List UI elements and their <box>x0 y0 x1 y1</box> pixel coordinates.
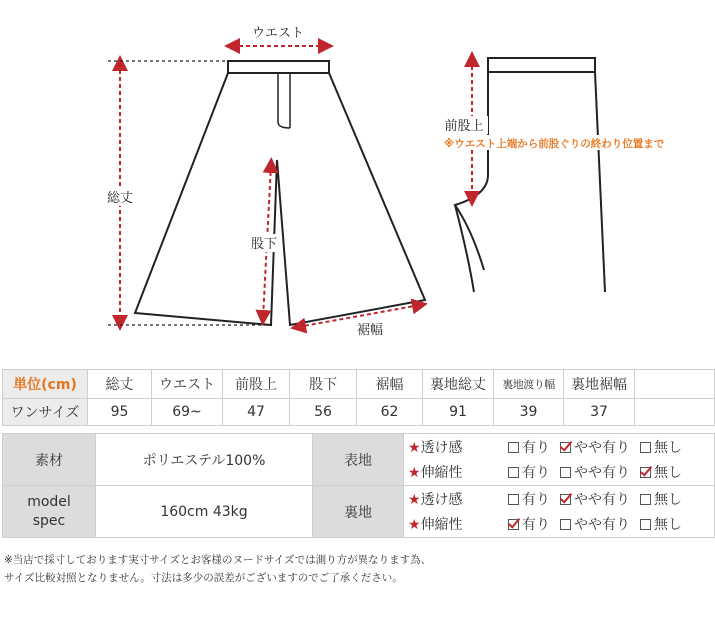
checkbox-checked-icon <box>560 442 571 453</box>
opt-label: 無し <box>654 517 682 533</box>
opt-label: やや有り <box>574 517 630 533</box>
header-empty <box>635 370 715 399</box>
fabric-value: ポリエステル100% <box>96 434 313 486</box>
star-icon: ★ <box>408 440 421 456</box>
lining-sheer-row <box>404 487 714 512</box>
header-inseam: 股下 <box>290 370 357 399</box>
front-view-outline <box>135 61 425 325</box>
checkbox-icon <box>508 467 519 478</box>
value-inseam: 56 <box>290 399 357 426</box>
note-line-2: サイズ比較対照となりません。寸法は多少の誤差がございますのでご了承ください。 <box>4 572 403 584</box>
lining-stretch-opt-yes <box>508 514 550 534</box>
model-row <box>3 486 715 538</box>
header-lining-thigh: 裏地渡り幅 <box>494 370 564 399</box>
lining-stretch-opt-no <box>640 514 682 534</box>
star-icon: ★ <box>408 492 421 508</box>
star-icon: ★ <box>408 465 421 481</box>
value-hem-width: 62 <box>357 399 423 426</box>
fabric-label: 素材 <box>3 434 96 486</box>
model-value: 160cm 43kg <box>96 486 313 538</box>
checkbox-icon <box>640 519 651 530</box>
checkbox-checked-icon <box>560 494 571 505</box>
value-lining-length: 91 <box>423 399 494 426</box>
outer-sheer-opt-some <box>560 437 630 457</box>
value-lining-hem: 37 <box>564 399 635 426</box>
value-waist: 69~ <box>152 399 223 426</box>
attr-name-text: 伸縮性 <box>420 517 463 533</box>
checkbox-icon <box>640 494 651 505</box>
checkbox-icon <box>560 519 571 530</box>
checkbox-checked-icon <box>508 519 519 530</box>
material-table <box>2 433 715 538</box>
checkbox-icon <box>560 467 571 478</box>
checkbox-icon <box>640 442 651 453</box>
unit-label: 単位(cm) <box>3 370 88 399</box>
header-front-rise: 前股上 <box>223 370 290 399</box>
outer-sheer-row <box>404 435 714 460</box>
attr-name-text: 透け感 <box>420 440 463 456</box>
opt-label: やや有り <box>574 492 630 508</box>
opt-label: 無し <box>654 492 682 508</box>
outer-stretch-opt-no <box>640 462 682 482</box>
lining-stretch-label <box>404 514 508 534</box>
header-lining-length: 裏地総丈 <box>423 370 494 399</box>
side-view-outline <box>455 58 605 292</box>
attr-name-text: 伸縮性 <box>420 465 463 481</box>
rise-note: ※ウエスト上端から前股ぐりの終わり位置まで <box>444 138 665 150</box>
value-lining-thigh: 39 <box>494 399 564 426</box>
opt-label: やや有り <box>574 465 630 481</box>
lining-stretch-opt-some <box>560 514 630 534</box>
value-total-length: 95 <box>88 399 152 426</box>
front-rise-label: 前股上 <box>444 119 484 134</box>
outer-stretch-row <box>404 460 714 485</box>
value-empty <box>635 399 715 426</box>
size-header-row <box>3 370 715 399</box>
model-label-line2: spec <box>32 512 66 529</box>
checkbox-checked-icon <box>640 467 651 478</box>
header-lining-hem: 裏地裾幅 <box>564 370 635 399</box>
lining-sheer-opt-some <box>560 489 630 509</box>
outer-stretch-opt-some <box>560 462 630 482</box>
lining-sheer-label <box>404 489 508 509</box>
checkbox-icon <box>508 442 519 453</box>
opt-label: 有り <box>522 517 550 533</box>
fabric-row <box>3 434 715 486</box>
total-length-label: 総丈 <box>106 191 134 206</box>
opt-label: 有り <box>522 465 550 481</box>
outer-label: 表地 <box>313 434 404 486</box>
model-label <box>3 486 96 538</box>
measurement-notes <box>4 551 431 587</box>
waist-label: ウエスト <box>251 26 305 41</box>
header-waist: ウエスト <box>152 370 223 399</box>
size-name: ワンサイズ <box>3 399 88 426</box>
header-total-length: 総丈 <box>88 370 152 399</box>
lining-attributes <box>404 486 715 538</box>
lining-stretch-row <box>404 512 714 537</box>
star-icon: ★ <box>408 517 421 533</box>
opt-label: やや有り <box>574 440 630 456</box>
outer-stretch-opt-yes <box>508 462 550 482</box>
lining-sheer-opt-yes <box>508 489 550 509</box>
outer-sheer-opt-yes <box>508 437 550 457</box>
outer-sheer-opt-no <box>640 437 682 457</box>
opt-label: 無し <box>654 465 682 481</box>
outer-sheer-label <box>404 437 508 457</box>
opt-label: 有り <box>522 492 550 508</box>
lining-sheer-opt-no <box>640 489 682 509</box>
inseam-label: 股下 <box>250 237 278 252</box>
lining-label: 裏地 <box>313 486 404 538</box>
note-line-1: ※当店で採寸しております実寸サイズとお客様のヌードサイズでは測り方が異なります為、 <box>4 554 432 566</box>
attr-name-text: 透け感 <box>420 492 463 508</box>
opt-label: 無し <box>654 440 682 456</box>
outer-stretch-label <box>404 462 508 482</box>
header-hem-width: 裾幅 <box>357 370 423 399</box>
size-value-row <box>3 399 715 426</box>
hem-width-label: 裾幅 <box>356 323 384 338</box>
size-table <box>2 369 715 426</box>
outer-attributes <box>404 434 715 486</box>
model-label-line1: model <box>27 493 71 510</box>
opt-label: 有り <box>522 440 550 456</box>
value-front-rise: 47 <box>223 399 290 426</box>
checkbox-icon <box>508 494 519 505</box>
